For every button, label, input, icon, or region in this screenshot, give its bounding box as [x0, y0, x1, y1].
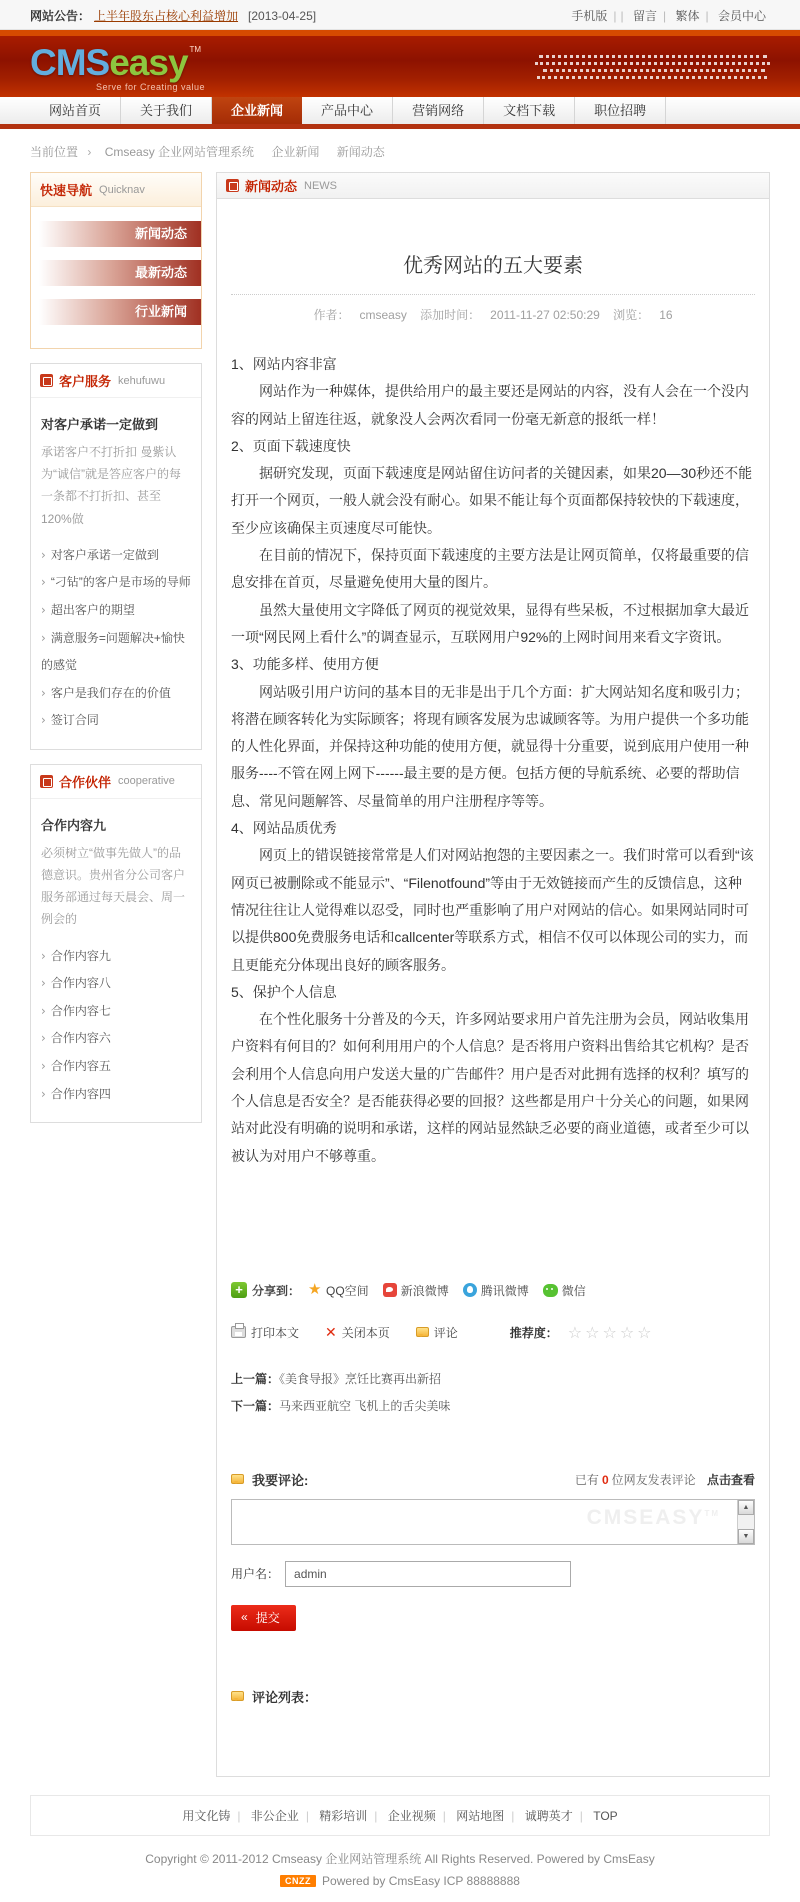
- comment-icon: [231, 1691, 244, 1701]
- comment-list-header: [231, 1687, 755, 1706]
- sidebar: [30, 172, 202, 1137]
- submit-label: 提交: [255, 1610, 280, 1625]
- article-title: 优秀网站的五大要素: [403, 255, 583, 277]
- next-link[interactable]: 马来西亚航空 飞机上的舌尖美味: [279, 1398, 451, 1413]
- quicknav-header: [31, 173, 201, 207]
- footer-link[interactable]: 企业视频: [387, 1808, 436, 1823]
- separator: |: [305, 1808, 309, 1823]
- article-paragraph: 网站作为一种媒体，提供给用户的最主要还是网站的内容，没有人会在一个没内容的网站上留连往返，就象没人会两次看同一份毫无新意的报纸一样！: [231, 383, 749, 427]
- comment-count-suffix: 位网友发表评论: [611, 1472, 696, 1487]
- cooperative-list-item[interactable]: › 合作内容九: [41, 948, 111, 963]
- comment-list-title: 评论列表：: [252, 1689, 318, 1705]
- site-notice: [30, 7, 316, 24]
- logo-tagline: Serve for Creating value: [96, 81, 206, 92]
- cooperative-list-item[interactable]: › 合作内容七: [41, 1003, 111, 1018]
- username-input[interactable]: [285, 1561, 571, 1587]
- meta-author: cmseasy: [359, 308, 407, 322]
- arrow-icon: ›: [41, 1086, 46, 1101]
- service-list-item[interactable]: › 签订合同: [41, 713, 99, 728]
- arrow-icon: ›: [41, 602, 46, 617]
- article-paragraph: 4、网站品质优秀: [231, 820, 337, 837]
- close-icon: ✕: [325, 1324, 337, 1341]
- main-navigation: [0, 97, 800, 129]
- prev-label: 上一篇：: [231, 1371, 280, 1386]
- separator: |: [705, 8, 709, 23]
- service-description: 承诺客户不打折扣 曼紫认为“诚信”就是答应客户的每一条都不打折扣、甚至120%做: [41, 445, 181, 526]
- cooperative-box: [30, 764, 202, 1123]
- rating-label: 推荐度：: [509, 1325, 558, 1340]
- watermark-logo: CMSEASY™: [586, 1505, 720, 1529]
- tencent-weibo-icon: [463, 1283, 477, 1297]
- share-bar: [231, 1282, 755, 1299]
- article-paragraph: 在个性化服务十分普及的今天，许多网站要求用户首先注册为会员，网站收集用户资料有何目的？如何利用用户的个人信息？是否将用户资料出售给其它机构？是否会利用个人信息向用户发送大量的广告邮件？用户是否对此拥有选择的权利？填写的个人信息是否安全？是否能获得必要的回报？这些都是用户十分关心的问题，如果网站对此没有明确的说明和承诺，这样的网站显然缺乏必要的商业道德，或者至少可以被认为对用户不够尊重。: [231, 1011, 749, 1164]
- breadcrumb-item-newslist[interactable]: 新闻动态: [336, 145, 385, 159]
- cnzz-badge[interactable]: CNZZ: [280, 1875, 316, 1887]
- comment-title-row: [231, 1470, 308, 1489]
- separator: |: [620, 8, 624, 23]
- footer-link[interactable]: 非公企业: [250, 1808, 299, 1823]
- article-paragraph: 1、网站内容非富: [231, 356, 337, 372]
- breadcrumb-label: 当前位置: [30, 145, 79, 159]
- share-sina-weibo[interactable]: 新浪微博: [383, 1282, 449, 1299]
- arrow-icon: ›: [41, 713, 46, 728]
- logo-tm-mark: TM: [189, 44, 202, 54]
- next-label: 下一篇：: [231, 1398, 280, 1413]
- share-wechat[interactable]: 微信: [543, 1282, 586, 1299]
- comment-button[interactable]: 评论: [416, 1324, 458, 1341]
- quicknav-item-latest[interactable]: 最新动态: [39, 260, 201, 286]
- copyright-text: Copyright © 2011-2012 Cmseasy 企业网站管理系统 All Rights Reserved. Powered by CmsEasy: [145, 1851, 655, 1866]
- site-logo[interactable]: [30, 42, 205, 92]
- meta-time: 2011-11-27 02:50:29: [490, 308, 600, 322]
- meta-views-label: 浏览：: [613, 308, 650, 322]
- nav-item-news[interactable]: 企业新闻: [212, 97, 302, 124]
- nav-item-marketing[interactable]: 营销网络: [393, 97, 484, 124]
- arrow-icon: ›: [41, 630, 46, 645]
- quicknav-item-industry[interactable]: 行业新闻: [39, 299, 201, 325]
- service-list-item[interactable]: › 客户是我们存在的价值: [41, 685, 171, 700]
- footer-link[interactable]: 精彩培训: [319, 1808, 368, 1823]
- arrow-icon: ›: [41, 948, 46, 963]
- arrow-icon: ›: [41, 976, 46, 991]
- separator: |: [579, 1808, 583, 1823]
- nav-item-home[interactable]: 网站首页: [30, 97, 121, 124]
- comment-count-prefix: 已有: [574, 1472, 599, 1487]
- arrow-icon: ›: [41, 547, 46, 562]
- prev-article: [231, 1370, 755, 1387]
- prev-next-links: [231, 1370, 755, 1414]
- customer-service-title: 客户服务: [59, 374, 112, 389]
- breadcrumb: [30, 143, 770, 160]
- article-paragraph: 在目前的情况下，保持页面下载速度的主要方法是让网页简单，仅将最重要的信息安排在首页，尽量避免使用大量的图片。: [231, 547, 749, 591]
- arrow-icon: ›: [41, 685, 46, 700]
- submit-button[interactable]: [231, 1605, 296, 1631]
- meta-time-label: 添加时间：: [420, 308, 481, 322]
- print-button[interactable]: 打印本文: [231, 1324, 299, 1341]
- article-paragraph: 据研究发现，页面下载速度是网站留住访问者的关键因素，如果20—30秒还不能打开一个网页，一般人就会没有耐心。如果不能让每个页面都保持较快的下载速度，至少应该确保主页速度尽可能快。: [231, 465, 753, 536]
- nav-item-about[interactable]: 关于我们: [121, 97, 212, 124]
- cooperative-title: 合作伙伴: [59, 774, 112, 790]
- service-list-item[interactable]: › “刁钻”的客户是市场的导师: [41, 575, 191, 590]
- comment-count-number: 0: [601, 1472, 609, 1487]
- sina-weibo-icon: [383, 1283, 397, 1297]
- arrow-icon: ›: [41, 1031, 46, 1046]
- printer-icon: [231, 1326, 246, 1338]
- rating-stars[interactable]: ☆☆☆☆☆: [567, 1322, 655, 1342]
- footer-links: [30, 1795, 770, 1836]
- footer-link[interactable]: 网站地图: [456, 1808, 505, 1823]
- top-link-member[interactable]: 会员中心: [717, 8, 766, 23]
- service-list-item[interactable]: › 满意服务=问题解决+愉快的感觉: [41, 630, 185, 673]
- prev-link[interactable]: 《美食导报》烹饪比赛再出新招: [279, 1371, 442, 1386]
- separator: |: [663, 8, 667, 23]
- article-paragraph: 虽然大量使用文字降低了网页的视觉效果，显得有些呆板，不过根据加拿大最近一项“网民网上看什么”的调查显示，互联网用户92%的上网时间用来看文字资讯。: [231, 601, 749, 645]
- wechat-icon: [543, 1284, 558, 1297]
- footer-link-top[interactable]: TOP: [593, 1808, 618, 1823]
- article-paragraph: 网站吸引用户访问的基本目的无非是出于几个方面：扩大网站知名度和吸引力；将潜在顾客转化为实际顾客；将现有顾客发展为忠诚顾客等。为用户提供一个多功能的人性化界面，并保持这种功能的使用方便，就显得十分重要，说到底用户使用一种服务----不管在网上网下------最主要的是方便。包括方便的导航系统、必要的帮助信息、常见问题解答、尽量简单的用户注册程序等等。: [231, 683, 749, 809]
- quicknav-box: [30, 172, 202, 349]
- view-comments-link[interactable]: 点击查看: [706, 1472, 755, 1487]
- quicknav-title: 快速导航: [40, 183, 93, 198]
- footer-link[interactable]: 诚聘英才: [524, 1808, 573, 1823]
- meta-views: 16: [659, 308, 673, 322]
- cooperative-list-item[interactable]: › 合作内容四: [41, 1086, 111, 1101]
- top-links: [567, 7, 770, 24]
- top-link-mobile[interactable]: 手机版: [571, 8, 608, 23]
- top-link-traditional[interactable]: 繁体: [675, 8, 700, 23]
- article-paragraph: 网页上的错误链接常常是人们对网站抱怨的主要因素之一。我们时常可以看到“该网页已被删除或不能显示”、“Filenotfound”等由于无效链接而产生的反馈信息，这种情况往往让人觉得难以忍受，同时也严重影响了用户对网站的信心。如果网站同时可以提供800免费服务电话和callcenter等联系方式，相信不仅可以体现公司的实力，而且更能充分体现出良好的顾客服务。: [231, 847, 754, 973]
- logo-text-easy: easy: [109, 41, 188, 83]
- nav-item-products[interactable]: 产品中心: [302, 97, 393, 124]
- rating: [510, 1323, 655, 1342]
- share-label: 分享到：: [252, 1283, 301, 1298]
- next-article: [231, 1397, 755, 1414]
- cooperative-list-item[interactable]: › 合作内容六: [41, 1031, 111, 1046]
- comment-header: [231, 1470, 755, 1489]
- quicknav-item-news[interactable]: 新闻动态: [39, 221, 201, 247]
- notice-date: [2013-04-25]: [248, 8, 317, 23]
- share-qzone[interactable]: ★ QQ空间: [308, 1281, 369, 1299]
- article-paragraph: 3、功能多样、使用方便: [231, 656, 379, 673]
- comment-input-area: [231, 1499, 755, 1545]
- close-page-button[interactable]: ✕ 关闭本页: [325, 1324, 390, 1341]
- separator: |: [613, 8, 617, 23]
- cooperative-header: [31, 765, 201, 799]
- service-list-item[interactable]: › 对客户承诺一定做到: [41, 547, 159, 562]
- article-paragraph: 2、页面下载速度快: [231, 437, 351, 454]
- share-tencent-weibo[interactable]: 腾讯微博: [463, 1282, 529, 1299]
- notice-link[interactable]: 上半年股东占核心利益增加: [94, 8, 239, 23]
- dot-matrix-decoration: [535, 51, 770, 83]
- top-link-message[interactable]: 留言: [633, 8, 658, 23]
- arrow-icon: ›: [41, 575, 46, 590]
- notice-label: 网站公告：: [30, 8, 91, 23]
- section-title: 新闻动态: [245, 179, 298, 194]
- cooperative-heading[interactable]: 合作内容九: [41, 817, 107, 833]
- article-paragraph: 5、保护个人信息: [231, 983, 337, 1000]
- separator: |: [374, 1808, 378, 1823]
- breadcrumb-separator: ›: [87, 145, 92, 159]
- section-icon: [40, 775, 53, 788]
- cooperative-subtitle: cooperative: [118, 775, 175, 788]
- comment-icon: [231, 1474, 244, 1484]
- meta-author-label: 作者：: [313, 308, 350, 322]
- service-heading[interactable]: 对客户承诺一定做到: [41, 417, 159, 432]
- section-icon: [226, 179, 239, 192]
- service-list-item[interactable]: › 超出客户的期望: [41, 602, 135, 617]
- qzone-icon: ★: [308, 1281, 322, 1299]
- article-body: [231, 351, 755, 1170]
- section-icon: [40, 374, 53, 387]
- article-actions: [231, 1323, 755, 1342]
- username-label: 用户名：: [231, 1567, 280, 1582]
- scrollbar-up-icon[interactable]: ▲: [738, 1500, 754, 1515]
- nav-item-downloads[interactable]: 文档下载: [484, 97, 575, 124]
- customer-service-header: [31, 364, 201, 398]
- separator: |: [442, 1808, 446, 1823]
- arrow-icon: ›: [41, 1003, 46, 1018]
- news-section-header: [216, 172, 770, 199]
- quicknav-subtitle: Quicknav: [99, 183, 145, 196]
- icp-line: [30, 1874, 770, 1902]
- comment-textarea[interactable]: [232, 1500, 737, 1544]
- icp-text: Powered by CmsEasy ICP 88888888: [322, 1873, 520, 1888]
- breadcrumb-item-news[interactable]: 企业新闻: [271, 145, 320, 159]
- main-content: [216, 172, 770, 1777]
- site-footer: [30, 1795, 770, 1902]
- comment-title: 我要评论:: [252, 1472, 309, 1488]
- top-announcement-bar: [0, 0, 800, 30]
- footer-link[interactable]: 用文化铸: [182, 1808, 231, 1823]
- customer-service-subtitle: kehufuwu: [118, 374, 166, 387]
- customer-service-box: [30, 363, 202, 750]
- comment-icon: [416, 1327, 429, 1337]
- arrow-icon: ›: [41, 1059, 46, 1074]
- scrollbar-down-icon[interactable]: ▼: [738, 1529, 754, 1544]
- section-subtitle: NEWS: [304, 179, 338, 192]
- cooperative-description: 必须树立“做事先做人”的品德意识。贵州省分公司客户服务部通过每天晨会、周一例会的: [41, 845, 186, 927]
- cooperative-list-item[interactable]: › 合作内容五: [41, 1059, 111, 1074]
- username-row: [231, 1561, 755, 1587]
- site-header: [0, 30, 800, 97]
- breadcrumb-item-system[interactable]: Cmseasy 企业网站管理系统: [104, 145, 255, 159]
- scrollbar[interactable]: [737, 1500, 754, 1544]
- separator: |: [237, 1808, 241, 1823]
- logo-text-cms: CMS: [30, 41, 110, 83]
- comment-count: [575, 1471, 755, 1488]
- article-meta: [231, 295, 755, 351]
- nav-item-jobs[interactable]: 职位招聘: [575, 97, 666, 124]
- double-chevron-icon: «: [241, 1610, 248, 1625]
- share-plus-icon[interactable]: +: [231, 1282, 247, 1298]
- separator: |: [511, 1808, 515, 1823]
- cooperative-list-item[interactable]: › 合作内容八: [41, 976, 111, 991]
- article-container: [216, 199, 770, 1777]
